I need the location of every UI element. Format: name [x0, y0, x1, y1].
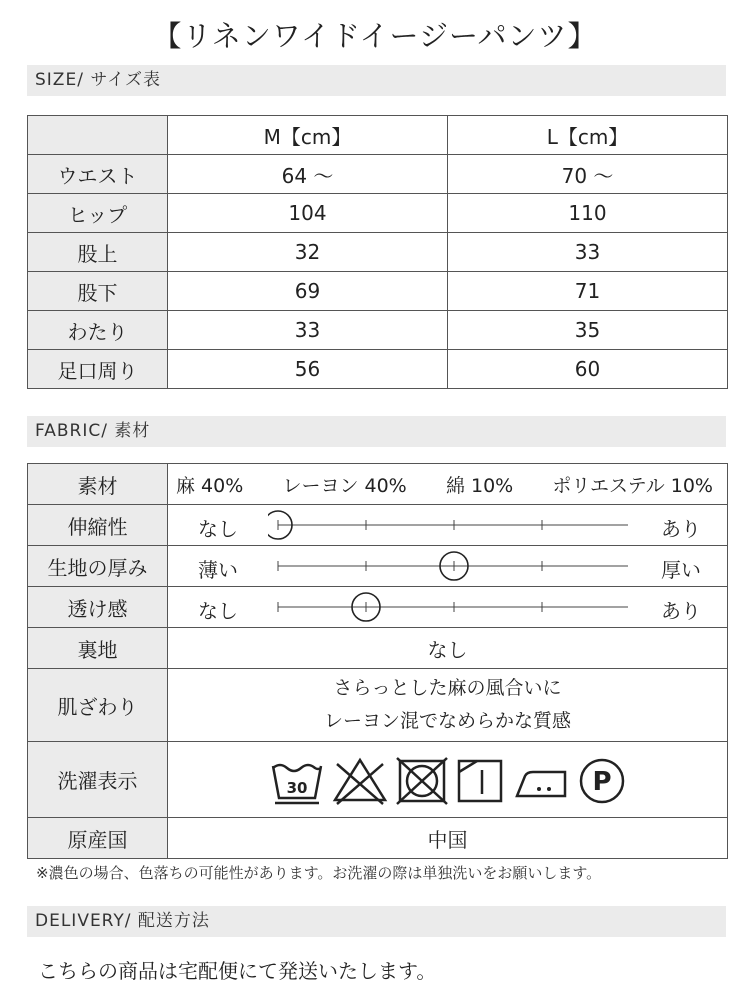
- lining-value: なし: [168, 628, 728, 669]
- feel-line-2: レーヨン混でなめらかな質感: [323, 710, 571, 732]
- thickness-cell: [168, 546, 728, 587]
- line-dry-icon: [455, 756, 505, 806]
- stretch-scale: [268, 505, 628, 545]
- m-value: 69: [168, 272, 448, 311]
- l-value: 60: [448, 350, 728, 389]
- table-row: [28, 233, 728, 272]
- fabric-table: [27, 463, 728, 859]
- iron-low-icon: [511, 756, 571, 806]
- thickness-right-label: 厚い: [661, 558, 701, 582]
- table-row: [28, 311, 728, 350]
- no-tumble-dry-icon: [395, 756, 449, 806]
- sheerness-cell: [168, 587, 728, 628]
- row-label: 股下: [28, 272, 168, 311]
- feel-line-1: さらっとした麻の風合いに: [333, 677, 562, 699]
- l-value: 35: [448, 311, 728, 350]
- material-part: 麻 40%: [176, 474, 244, 497]
- lining-label: 裏地: [28, 628, 168, 669]
- table-row: [28, 194, 728, 233]
- sheerness-label: 透け感: [28, 587, 168, 628]
- size-table: [27, 115, 728, 389]
- size-header-row: [28, 116, 728, 155]
- care-label: 洗濯表示: [28, 742, 168, 818]
- table-row: [28, 350, 728, 389]
- feel-row: [28, 669, 728, 742]
- material-part: レーヨン 40%: [282, 474, 407, 497]
- thickness-left-label: 薄い: [198, 558, 238, 582]
- m-value: 32: [168, 233, 448, 272]
- material-part: 綿 10%: [445, 474, 514, 497]
- thickness-row: [28, 546, 728, 587]
- row-label: ウエスト: [28, 155, 168, 194]
- no-bleach-icon: [331, 756, 389, 806]
- row-label: わたり: [28, 311, 168, 350]
- feel-label: 肌ざわり: [28, 669, 168, 742]
- table-row: [28, 155, 728, 194]
- care-cell: [168, 742, 728, 818]
- material-label: 素材: [28, 464, 168, 505]
- size-header-blank: [28, 116, 168, 155]
- size-header-l: L【cm】: [448, 116, 728, 155]
- page-title: 【リネンワイドイージーパンツ】: [152, 19, 598, 53]
- m-value: 64 〜: [168, 155, 448, 194]
- fabric-section-heading: FABRIC/ 素材: [27, 416, 726, 447]
- origin-row: [28, 818, 728, 859]
- l-value: 33: [448, 233, 728, 272]
- sheerness-row: [28, 587, 728, 628]
- material-cell: [168, 464, 728, 505]
- feel-cell: [168, 669, 728, 742]
- delivery-section-heading: DELIVERY/ 配送方法: [27, 906, 726, 937]
- stretch-label: 伸縮性: [28, 505, 168, 546]
- origin-label: 原産国: [28, 818, 168, 859]
- care-row: [28, 742, 728, 818]
- material-part: ポリエステル 10%: [552, 474, 713, 497]
- p-letter-text: P: [591, 766, 612, 797]
- thickness-label: 生地の厚み: [28, 546, 168, 587]
- size-section-heading: SIZE/ サイズ表: [27, 65, 726, 96]
- row-label: 足口周り: [28, 350, 168, 389]
- size-header-m: M【cm】: [168, 116, 448, 155]
- lining-row: [28, 628, 728, 669]
- row-label: 股上: [28, 233, 168, 272]
- m-value: 56: [168, 350, 448, 389]
- sheerness-right-label: あり: [661, 599, 701, 623]
- m-value: 33: [168, 311, 448, 350]
- material-row: [28, 464, 728, 505]
- origin-value: 中国: [168, 818, 728, 859]
- care-note: ※濃色の場合、色落ちの可能性があります。お洗濯の際は単独洗いをお願いします。: [36, 864, 602, 882]
- row-label: ヒップ: [28, 194, 168, 233]
- l-value: 70 〜: [448, 155, 728, 194]
- stretch-row: [28, 505, 728, 546]
- wash-30-icon: [269, 756, 325, 806]
- sheerness-scale: [268, 587, 628, 627]
- thickness-scale: [268, 546, 628, 586]
- m-value: 104: [168, 194, 448, 233]
- l-value: 71: [448, 272, 728, 311]
- table-row: [28, 272, 728, 311]
- stretch-cell: [168, 505, 728, 546]
- stretch-left-label: なし: [198, 517, 238, 541]
- dry-clean-p-icon: [577, 756, 627, 806]
- delivery-text: こちらの商品は宅配便にて発送いたします。: [38, 959, 437, 983]
- sheerness-left-label: なし: [198, 599, 238, 623]
- stretch-right-label: あり: [661, 517, 701, 541]
- wash-temp-text: 30: [286, 778, 307, 797]
- l-value: 110: [448, 194, 728, 233]
